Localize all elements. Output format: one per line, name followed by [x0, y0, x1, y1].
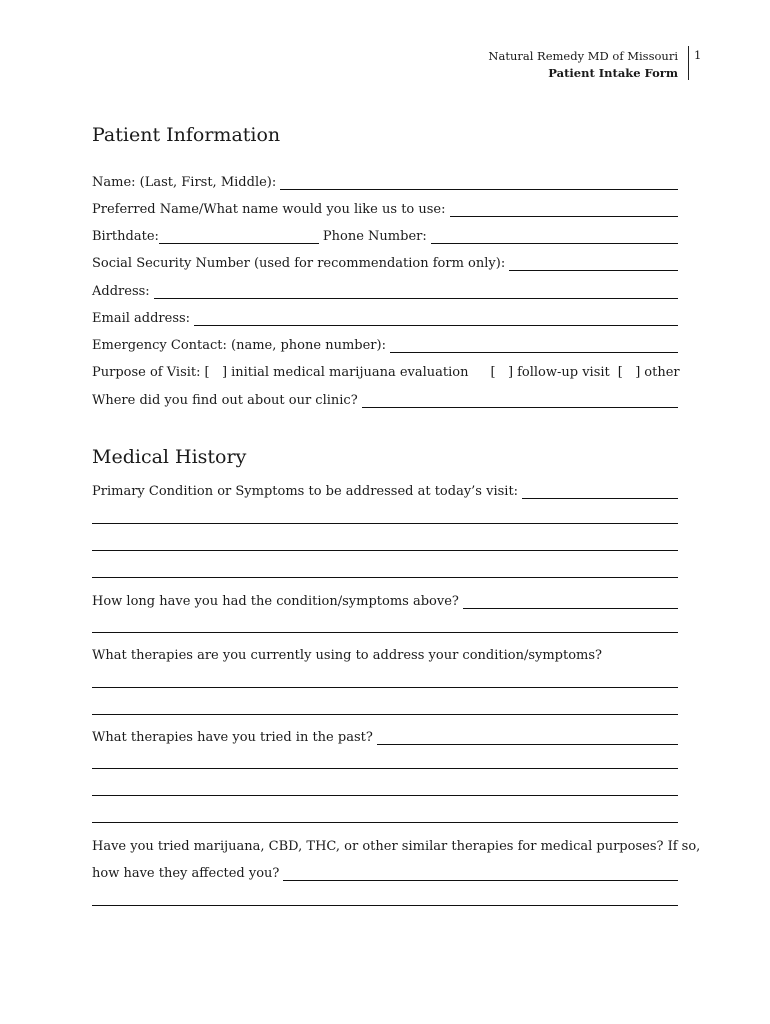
name-field[interactable]	[280, 176, 678, 190]
address-label: Address:	[92, 284, 150, 299]
primary-condition-label: Primary Condition or Symptoms to be addressed at today’s visit:	[92, 484, 519, 499]
primary-condition-row	[92, 479, 678, 499]
marijuana-question-line-1: Have you tried marijuana, CBD, THC, or other similar therapies for medical purposes? If so,	[92, 839, 701, 854]
past-therapies-blank-line-3[interactable]	[92, 822, 678, 823]
primary-condition-blank-line-2[interactable]	[92, 550, 678, 551]
emergency-contact-label: Emergency Contact: (name, phone number):	[92, 338, 386, 353]
emergency-contact-field[interactable]	[390, 339, 678, 353]
email-field[interactable]	[194, 312, 678, 326]
duration-field[interactable]	[463, 595, 678, 609]
marijuana-question-row-1	[92, 834, 701, 854]
checkbox-initial-evaluation[interactable]: [ ]	[204, 365, 228, 380]
referral-row	[92, 388, 678, 408]
address-row	[92, 279, 678, 299]
checkbox-follow-up[interactable]: [ ]	[490, 365, 514, 380]
marijuana-question-line-2: how have they affected you?	[92, 866, 280, 881]
page-number: 1	[694, 48, 702, 62]
preferred-name-field[interactable]	[450, 203, 679, 217]
marijuana-effect-field[interactable]	[283, 867, 678, 881]
duration-row	[92, 589, 678, 609]
primary-condition-blank-line-3[interactable]	[92, 577, 678, 578]
email-row	[92, 306, 678, 326]
option-follow-up: follow-up visit	[517, 365, 610, 380]
primary-condition-field[interactable]	[522, 485, 678, 499]
section-title-medical-history: Medical History	[92, 446, 247, 468]
marijuana-question-row-2	[92, 861, 678, 881]
duration-label: How long have you had the condition/symptoms above?	[92, 594, 459, 609]
referral-field[interactable]	[362, 394, 678, 408]
phone-field[interactable]	[431, 230, 678, 244]
duration-blank-line[interactable]	[92, 632, 678, 633]
name-row	[92, 170, 678, 190]
birthdate-field[interactable]	[159, 230, 319, 244]
past-therapies-blank-line-2[interactable]	[92, 795, 678, 796]
past-therapies-field[interactable]	[377, 731, 678, 745]
marijuana-effect-blank-line[interactable]	[92, 905, 678, 906]
purpose-of-visit-row	[92, 360, 678, 380]
header-divider	[688, 46, 689, 80]
option-other: other	[644, 365, 680, 380]
form-title: Patient Intake Form	[548, 66, 678, 80]
preferred-name-row	[92, 197, 678, 217]
purpose-label: Purpose of Visit:	[92, 365, 201, 380]
current-therapies-blank-line-1[interactable]	[92, 687, 678, 688]
primary-condition-blank-line-1[interactable]	[92, 523, 678, 524]
ssn-row	[92, 251, 678, 271]
section-title-patient-information: Patient Information	[92, 124, 281, 146]
current-therapies-label: What therapies are you currently using to address your condition/symptoms?	[92, 648, 603, 663]
past-therapies-row	[92, 725, 678, 745]
phone-label: Phone Number:	[322, 229, 427, 244]
current-therapies-row	[92, 643, 678, 663]
preferred-name-label: Preferred Name/What name would you like us to use:	[92, 202, 446, 217]
ssn-label: Social Security Number (used for recommendation form only):	[92, 256, 506, 271]
ssn-field[interactable]	[509, 257, 678, 271]
name-label: Name: (Last, First, Middle):	[92, 175, 277, 190]
birthdate-phone-row	[92, 224, 678, 244]
page-header	[488, 48, 678, 82]
address-field[interactable]	[154, 285, 678, 299]
emergency-contact-row	[92, 333, 678, 353]
birthdate-label: Birthdate:	[92, 229, 159, 244]
email-label: Email address:	[92, 311, 191, 326]
option-initial-evaluation: initial medical marijuana evaluation	[231, 365, 469, 380]
current-therapies-blank-line-2[interactable]	[92, 714, 678, 715]
referral-label: Where did you find out about our clinic?	[92, 393, 358, 408]
org-name: Natural Remedy MD of Missouri	[488, 49, 678, 63]
checkbox-other[interactable]: [ ]	[617, 365, 641, 380]
past-therapies-blank-line-1[interactable]	[92, 768, 678, 769]
past-therapies-label: What therapies have you tried in the past?	[92, 730, 373, 745]
